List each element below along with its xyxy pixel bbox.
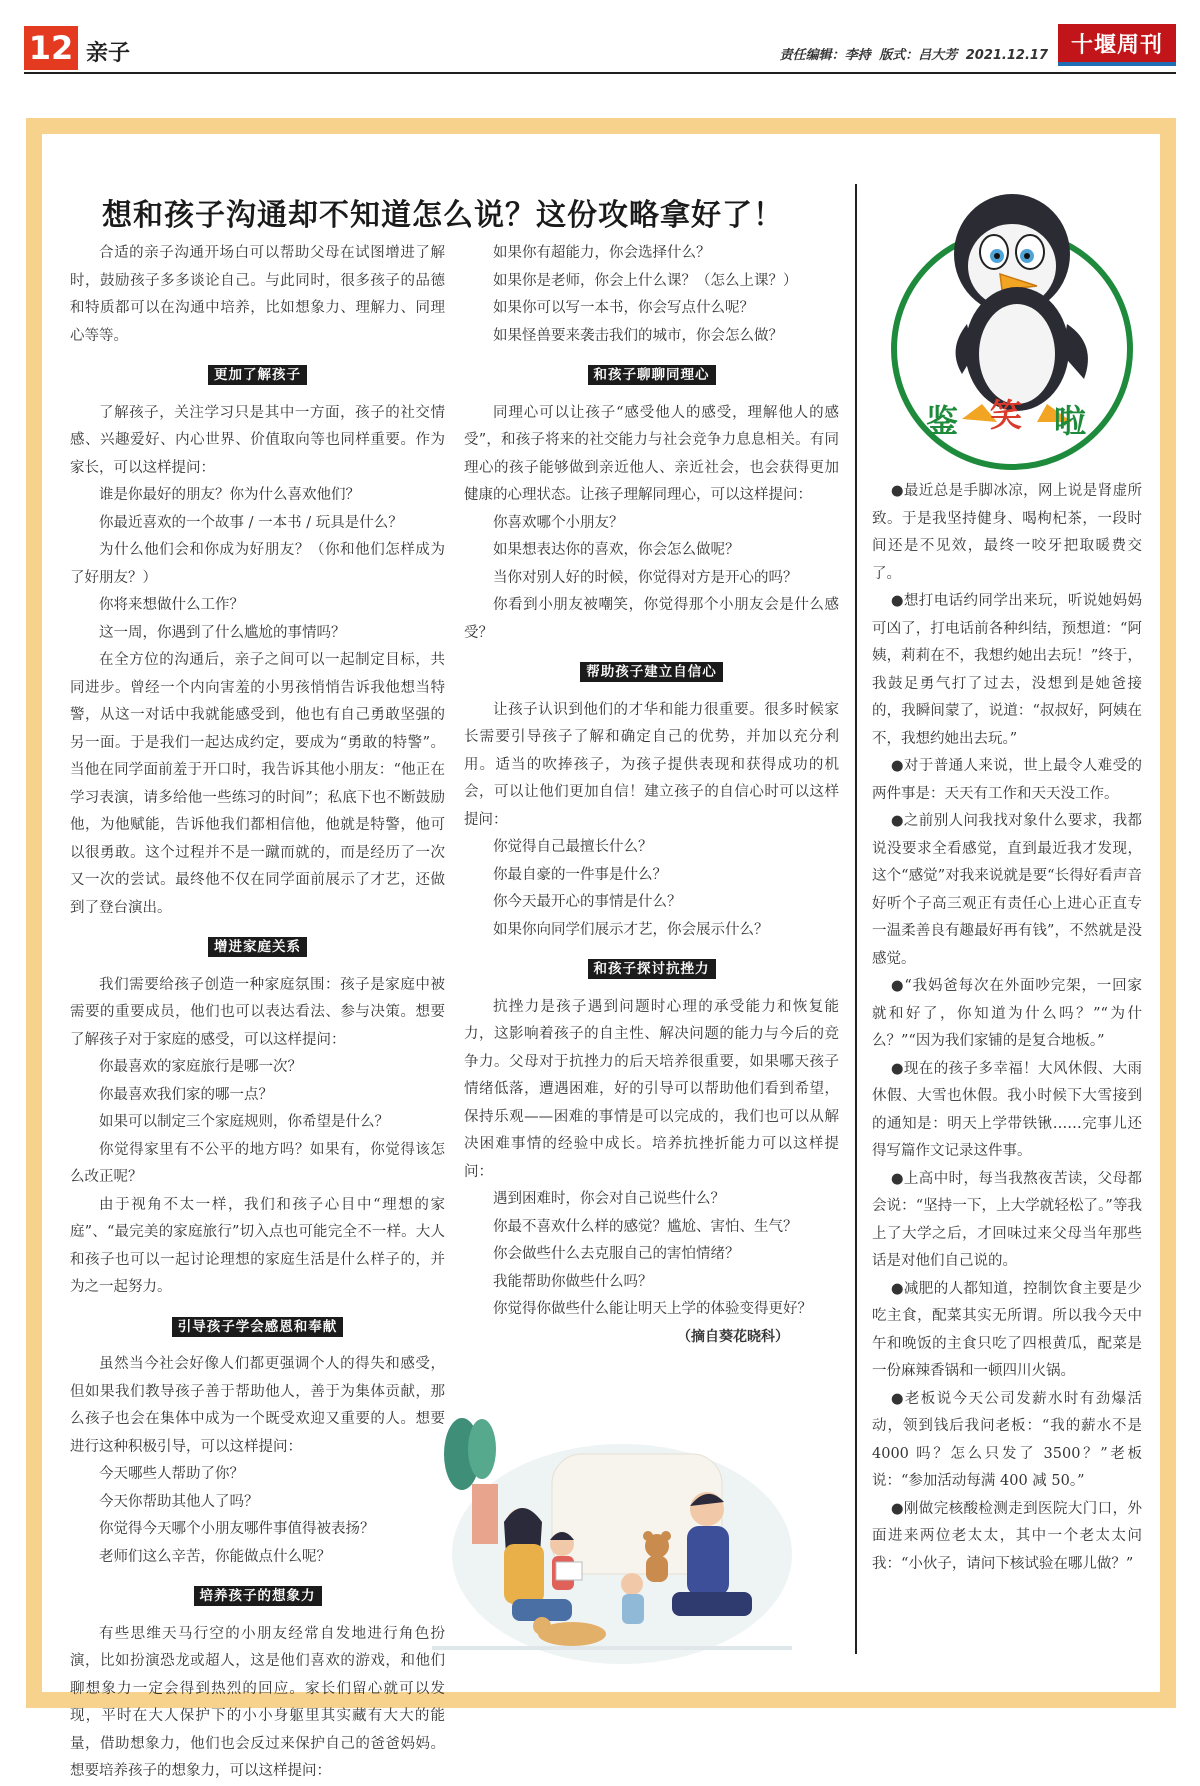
- question: 老师们这么辛苦，你能做点什么呢？: [99, 1548, 331, 1565]
- joke-item: ●刚做完核酸检测走到医院大门口，外面进来两位老太太，其中一个老太太问我：“小伙子，请问下核试验在哪儿做？”: [872, 1500, 1142, 1572]
- page-content: [42, 134, 1160, 1779]
- joke-item: ●之前别人问我找对象什么要求，我都说没要求全看感觉，直到最近我才发现，这个“感觉”对我来说就是要“长得好看声音好听个子高三观正有责任心上进心正直专一温柔善良有趣最好再有钱”，不然就是没感觉。: [872, 813, 1142, 967]
- question: 这一周，你遇到了什么尴尬的事情吗？: [99, 624, 346, 641]
- section-heading: 帮助孩子建立自信心: [580, 662, 723, 682]
- paragraph: 抗挫力是孩子遇到问题时心理的承受能力和恢复能力，这影响着孩子的自主性、解决问题的能力与今后的竞争力。父母对于抗挫力的后天培养很重要，如果哪天孩子情绪低落，遭遇困难，好的引导可以帮助他们看到希望，保持乐观——困难的事情是可以完成的，我们也可以从解决困难事情的经验中成长。培养抗挫折能力可以这样提问：: [464, 998, 839, 1180]
- joke-item: ●最近总是手脚冰凉，网上说是肾虚所致。于是我坚持健身、喝枸杞茶，一段时间还是不见效，最终一咬牙把取暖费交了。: [872, 483, 1142, 582]
- question: 你看到小朋友被嘲笑，你觉得那个小朋友会是什么感受？: [464, 597, 839, 641]
- question: 今天哪些人帮助了你？: [99, 1466, 244, 1482]
- family-illustration: [432, 1394, 792, 1664]
- joke-item: ●对于普通人来说，世上最令人难受的两件事是：天天有工作和天天没工作。: [872, 758, 1142, 802]
- article-title: 想和孩子沟通却不知道怎么说？这份攻略拿好了！: [102, 198, 784, 233]
- question: 今天你帮助其他人了吗？: [99, 1493, 259, 1510]
- section-heading: 增进家庭关系: [208, 937, 307, 957]
- paragraph: 由于视角不太一样，我们和孩子心目中“理想的家庭”、“最完美的家庭旅行”切入点也可能完全不一样。大人和孩子也可以一起讨论理想的家庭生活是什么样子的，并为之一起努力。: [70, 1196, 445, 1295]
- paper-logo: 十堰周刊: [1058, 24, 1176, 66]
- question: 如果你有超能力，你会选择什么？: [493, 245, 711, 261]
- joke-item: ●减肥的人都知道，控制饮食主要是少吃主食，配菜其实无所谓。所以我今天中午和晚饭的主食只吃了四根黄瓜，配菜是一份麻辣香锅和一顿四川火锅。: [872, 1280, 1142, 1379]
- question: 你最近喜欢的一个故事 / 一本书 / 玩具是什么？: [99, 514, 403, 531]
- joke-item: ●老板说今天公司发薪水时有劲爆活动，领到钱后我问老板：“我的薪水不是 4000 吗？怎么只发了 3500？”老板说：“参加活动每满 400 减 50。”: [872, 1390, 1142, 1489]
- question: 你觉得你做些什么能让明天上学的体验变得更好？: [493, 1301, 812, 1317]
- question: 如果怪兽要来袭击我们的城市，你会怎么做？: [493, 327, 783, 344]
- question: 如果你是老师，你会上什么课？（怎么上课？）: [493, 272, 798, 289]
- question: 如果你可以写一本书，你会写点什么呢？: [493, 300, 754, 316]
- question: 如果可以制定三个家庭规则，你希望是什么？: [99, 1114, 389, 1130]
- question: 你今天最开心的事情是什么？: [493, 894, 682, 910]
- source-note: （摘自葵花晓科）: [677, 1328, 789, 1345]
- paragraph: 让孩子认识到他们的才华和能力很重要。很多时候家长需要引导孩子了解和确定自己的优势，并加以充分利用。适当的吹捧孩子，为孩子提供表现和获得成功的机会，可以让他们更加自信！建立孩子的自信心时可以这样提问：: [464, 701, 839, 828]
- paragraph: 我们需要给孩子创造一种家庭氛围：孩子是家庭中被需要的重要成员，他们也可以表达看法、参与决策。想要了解孩子对于家庭的感受，可以这样提问：: [70, 976, 445, 1048]
- section-heading: 和孩子聊聊同理心: [588, 365, 716, 385]
- credits: [776, 44, 1048, 63]
- article-column-2: [464, 240, 839, 1351]
- editor-credit: 责任编辑：李持: [779, 48, 871, 63]
- humor-column: [872, 478, 1142, 1578]
- page-frame: [26, 118, 1176, 1779]
- joke-item: ●上高中时，每当我熬夜苦读，父母都会说：“坚持一下，上大学就轻松了。”等我上了大学之后，才回味过来父母当年那些话是对他们自己说的。: [872, 1170, 1142, 1269]
- badge-char-1: 鉴: [926, 402, 959, 440]
- humor-badge: [862, 174, 1154, 474]
- question: 我能帮助你做些什么吗？: [493, 1273, 653, 1290]
- section-heading: 更加了解孩子: [208, 365, 307, 385]
- question: 遇到困难时，你会对自己说些什么？: [493, 1191, 725, 1207]
- joke-item: ●想打电话约同学出来玩，听说她妈妈可凶了，打电话前各种纠结，预想道：“阿姨，莉莉在不，我想约她出去玩！”终于，我鼓足勇气打了过去，没想到是她爸接的，我瞬间蒙了，说道：“叔叔好，阿姨在不，我想约她出去玩。”: [872, 593, 1142, 747]
- issue-date: 2021.12.17: [965, 48, 1048, 63]
- question: 你会做些什么去克服自己的害怕情绪？: [493, 1246, 740, 1262]
- question: 你喜欢哪个小朋友？: [493, 514, 624, 531]
- question: 你觉得家里有不公平的地方吗？如果有，你觉得该怎么改正呢？: [70, 1141, 445, 1185]
- paragraph: 了解孩子，关注学习只是其中一方面，孩子的社交情感、兴趣爱好、内心世界、价值取向等也同样重要。作为家长，可以这样提问：: [70, 404, 445, 476]
- masthead-rule: [24, 72, 1176, 74]
- question: 当你对别人好的时候，你觉得对方是开心的吗？: [493, 569, 798, 586]
- section-heading: 培养孩子的想象力: [194, 1586, 322, 1606]
- badge-char-3: 啦: [1054, 402, 1087, 440]
- question: 如果你向同学们展示才艺，你会展示什么？: [493, 921, 769, 938]
- section-name: 亲子: [86, 41, 131, 66]
- question: 你最自豪的一件事是什么？: [493, 866, 667, 883]
- joke-item: ●“我妈爸每次在外面吵完架，一回家就和好了，你知道为什么吗？”“为什么？”“因为我们家铺的是复合地板。”: [872, 978, 1142, 1049]
- joke-item: ●现在的孩子多幸福！大风休假、大雨休假、大雪也休假。我小时候下大雪接到的通知是：明天上学带铁锹……完事儿还得写篇作文记录这件事。: [872, 1060, 1142, 1159]
- question: 你最喜欢的家庭旅行是哪一次？: [99, 1059, 302, 1075]
- paragraph: 虽然当今社会好像人们都更强调个人的得失和感受，但如果我们教导孩子善于帮助他人，善于为集体贡献，那么孩子也会在集体中成为一个既受欢迎又重要的人。想要进行这种积极引导，可以这样提问：: [70, 1356, 445, 1455]
- article-column-1: [70, 240, 445, 1786]
- question: 你最喜欢我们家的哪一点？: [99, 1086, 273, 1103]
- layout-credit: 版式：吕大芳: [879, 48, 958, 63]
- badge-char-2: 笑: [990, 396, 1023, 434]
- question: 如果想表达你的喜欢，你会怎么做呢？: [493, 542, 740, 558]
- question: 你最不喜欢什么样的感觉？尴尬、害怕、生气？: [493, 1218, 798, 1235]
- question: 谁是你最好的朋友？你为什么喜欢他们？: [99, 487, 360, 503]
- section-heading: 引导孩子学会感恩和奉献: [172, 1317, 344, 1337]
- question: 为什么他们会和你成为好朋友？（你和他们怎样成为了好朋友？）: [70, 542, 445, 586]
- masthead: [24, 22, 1176, 72]
- intro-paragraph: 合适的亲子沟通开场白可以帮助父母在试图增进了解时，鼓励孩子多多谈论自己。与此同时，很多孩子的品德和特质都可以在沟通中培养，比如想象力、理解力、同理心等等。: [70, 245, 445, 344]
- column-divider: [855, 184, 857, 1654]
- paragraph: 在全方位的沟通后，亲子之间可以一起制定目标，共同进步。曾经一个内向害羞的小男孩悄悄告诉我他想当特警，从这一对话中我就能感受到，他也有自己勇敢坚强的另一面。于是我们一起达成约定，要成为“勇敢的特警”。当他在同学面前羞于开口时，我告诉其他小朋友：“他正在学习表演，请多给他一些练习的时间”；私底下也不断鼓励他，为他赋能，告诉他我们都相信他，他就是特警，他可以很勇敢。这个过程并不是一蹴而就的，而是经历了一次又一次的尝试。最终他不仅在同学面前展示了才艺，还做到了登台演出。: [70, 652, 445, 916]
- page-number: 12: [24, 26, 78, 70]
- question: 你将来想做什么工作？: [99, 597, 244, 613]
- paragraph: 同理心可以让孩子“感受他人的感受，理解他人的感受”，和孩子将来的社交能力与社会竞争力息息相关。有同理心的孩子能够做到亲近他人、亲近社会，也会获得更加健康的心理状态。让孩子理解同理心，可以这样提问：: [464, 404, 839, 503]
- paragraph: 有些思维天马行空的小朋友经常自发地进行角色扮演，比如扮演恐龙或超人，这是他们喜欢的游戏，和他们聊想象力一定会得到热烈的回应。家长们留心就可以发现，平时在大人保护下的小小身躯里其实藏有大大的能量，借助想象力，他们也会反过来保护自己的爸爸妈妈。想要培养孩子的想象力，可以这样提问：: [70, 1625, 445, 1779]
- section-heading: 和孩子探讨抗挫力: [588, 959, 716, 979]
- question: 你觉得自己最擅长什么？: [493, 839, 653, 855]
- question: 你觉得今天哪个小朋友哪件事值得被表扬？: [99, 1521, 375, 1537]
